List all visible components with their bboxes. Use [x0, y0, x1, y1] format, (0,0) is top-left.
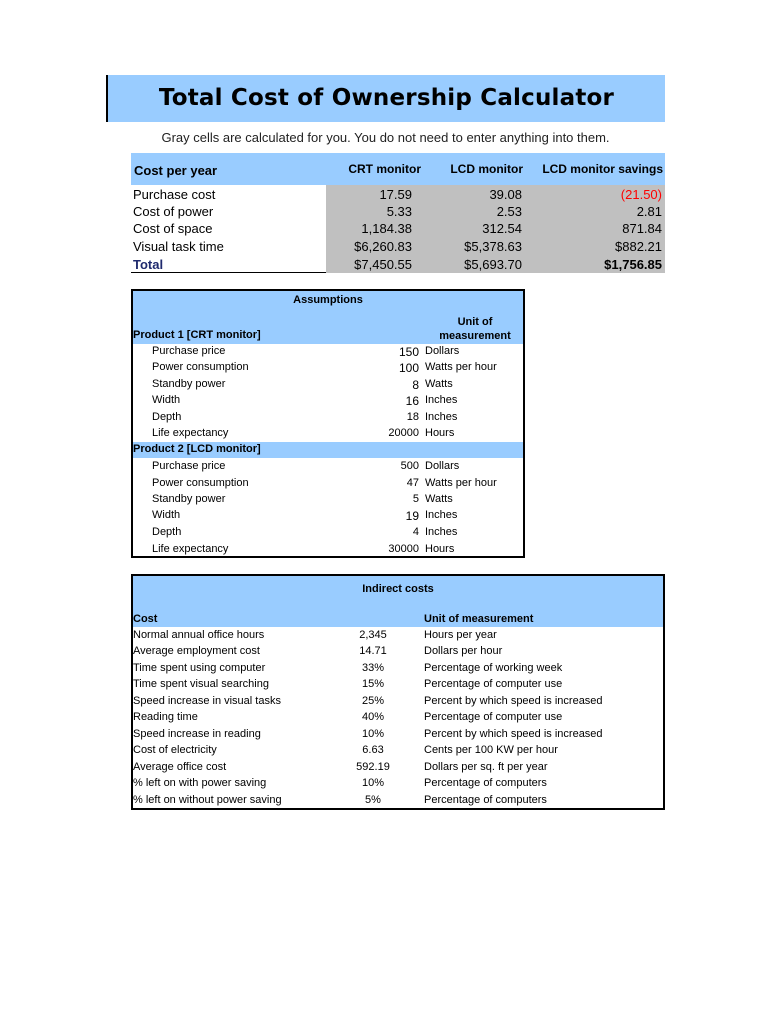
- savings-value: 871.84: [622, 221, 662, 236]
- unit-header: Unit of measurement: [424, 613, 534, 625]
- item-value: 5%: [365, 794, 381, 806]
- list-item: [133, 393, 523, 409]
- item-unit: Dollars per sq. ft per year: [424, 761, 548, 773]
- item-value: 14.71: [359, 645, 387, 657]
- product2-label: Product 2 [LCD monitor]: [133, 443, 261, 455]
- item-unit: Inches: [425, 509, 458, 521]
- item-value: 8: [412, 378, 419, 392]
- item-name: Depth: [152, 526, 182, 538]
- list-item: [133, 793, 663, 809]
- item-name: Cost of electricity: [133, 744, 217, 756]
- table-row: [131, 186, 665, 203]
- item-value: 25%: [361, 695, 385, 707]
- item-name: Time spent visual searching: [133, 678, 269, 690]
- crt-monitor-header: CRT monitor: [348, 162, 421, 176]
- item-unit: Dollars: [425, 345, 460, 357]
- list-item: [133, 426, 523, 442]
- unit-header-line1: Unit of: [457, 316, 493, 328]
- item-value: 10%: [361, 728, 385, 740]
- lcd-value: 312.54: [482, 221, 522, 236]
- item-unit: Hours: [425, 427, 455, 439]
- product1-label: Product 1 [CRT monitor]: [133, 329, 261, 341]
- item-name: Purchase price: [152, 345, 226, 357]
- item-name: Depth: [152, 411, 182, 423]
- item-name: Purchase price: [152, 460, 226, 472]
- item-unit: Percent by which speed is increased: [424, 695, 603, 707]
- item-name: Power consumption: [152, 361, 249, 373]
- lcd-value: $5,378.63: [464, 239, 522, 254]
- item-value: 2,345: [359, 629, 387, 641]
- item-name: Standby power: [152, 378, 226, 390]
- list-item: [133, 743, 663, 759]
- total-row: [131, 256, 665, 273]
- item-name: Width: [152, 394, 181, 406]
- item-name: Average employment cost: [133, 645, 260, 657]
- item-unit: Inches: [425, 526, 458, 538]
- item-unit: Watts per hour: [425, 361, 497, 373]
- item-value: 16: [405, 394, 419, 408]
- item-value: 47: [406, 477, 419, 489]
- list-item: [133, 360, 523, 376]
- table-row: [131, 220, 665, 237]
- item-unit: Cents per 100 KW per hour: [424, 744, 558, 756]
- assumptions-title: Assumptions: [293, 294, 363, 306]
- item-value: 592.19: [356, 761, 390, 773]
- item-value: 5: [412, 493, 419, 505]
- lcd-monitor-header: LCD monitor: [450, 162, 523, 176]
- savings-value: (21.50): [620, 187, 662, 202]
- list-item: [133, 694, 663, 710]
- indirect-costs-panel: [131, 574, 665, 810]
- item-value: 6.63: [362, 744, 384, 756]
- list-item: [133, 776, 663, 792]
- total-label: Total: [133, 257, 164, 272]
- item-name: Speed increase in reading: [133, 728, 261, 740]
- item-value: 4: [412, 526, 419, 538]
- item-unit: Percentage of working week: [424, 662, 563, 674]
- item-name: Life expectancy: [152, 427, 229, 439]
- item-name: Standby power: [152, 493, 226, 505]
- item-unit: Watts: [425, 493, 453, 505]
- item-name: Average office cost: [133, 761, 227, 773]
- cost-header: Cost: [133, 613, 158, 625]
- list-item: [133, 710, 663, 726]
- list-item: [133, 644, 663, 660]
- crt-value: 17.59: [379, 187, 412, 202]
- title-banner: [106, 75, 665, 122]
- list-item: [133, 377, 523, 393]
- list-item: [133, 344, 523, 360]
- item-unit: Inches: [425, 394, 458, 406]
- crt-value: $6,260.83: [354, 239, 412, 254]
- row-label: Visual task time: [133, 239, 224, 254]
- item-unit: Percentage of computers: [424, 777, 547, 789]
- item-name: Reading time: [133, 711, 198, 723]
- list-item: [133, 410, 523, 426]
- crt-total: $7,450.55: [354, 257, 412, 272]
- cost-per-year-header: Cost per year: [134, 163, 218, 178]
- list-item: [133, 492, 523, 508]
- row-label: Cost of space: [133, 221, 213, 236]
- list-item: [133, 727, 663, 743]
- row-label: Cost of power: [133, 204, 214, 219]
- item-name: Width: [152, 509, 181, 521]
- indirect-title: Indirect costs: [362, 583, 434, 595]
- unit-header-line2: measurement: [439, 330, 511, 342]
- item-value: 40%: [361, 711, 385, 723]
- lcd-value: 39.08: [489, 187, 522, 202]
- table-row: [131, 203, 665, 220]
- table-row: [131, 238, 665, 255]
- cost-table-header: [131, 153, 665, 185]
- item-value: 100: [398, 361, 419, 375]
- list-item: [133, 525, 523, 541]
- item-unit: Percentage of computer use: [424, 678, 563, 690]
- item-value: 30000: [388, 543, 419, 555]
- crt-value: 5.33: [386, 204, 412, 219]
- row-label: Purchase cost: [133, 187, 216, 202]
- item-unit: Percent by which speed is increased: [424, 728, 603, 740]
- item-value: 10%: [361, 777, 385, 789]
- item-name: Normal annual office hours: [133, 629, 265, 641]
- savings-total: $1,756.85: [604, 257, 662, 272]
- item-value: 500: [400, 460, 419, 472]
- page-title: Total Cost of Ownership Calculator: [158, 85, 615, 111]
- list-item: [133, 459, 523, 475]
- list-item: [133, 542, 523, 558]
- list-item: [133, 677, 663, 693]
- list-item: [133, 508, 523, 524]
- item-unit: Dollars: [425, 460, 460, 472]
- lcd-total: $5,693.70: [464, 257, 522, 272]
- subtitle: Gray cells are calculated for you. You do not need to enter anything into them.: [161, 130, 610, 145]
- item-name: Speed increase in visual tasks: [133, 695, 281, 707]
- list-item: [133, 628, 663, 644]
- total-underline: [131, 272, 326, 273]
- item-name: Power consumption: [152, 477, 249, 489]
- savings-value: 2.81: [636, 204, 662, 219]
- item-unit: Hours: [425, 543, 455, 555]
- item-value: 19: [405, 509, 419, 523]
- item-name: % left on without power saving: [133, 794, 282, 806]
- item-unit: Inches: [425, 411, 458, 423]
- lcd-savings-header: LCD monitor savings: [542, 162, 663, 176]
- item-value: 20000: [388, 427, 419, 439]
- item-name: % left on with power saving: [133, 777, 267, 789]
- item-unit: Hours per year: [424, 629, 497, 641]
- crt-value: 1,184.38: [361, 221, 412, 236]
- item-value: 15%: [361, 678, 385, 690]
- item-unit: Dollars per hour: [424, 645, 503, 657]
- item-value: 33%: [361, 662, 385, 674]
- item-unit: Percentage of computers: [424, 794, 547, 806]
- list-item: [133, 760, 663, 776]
- item-unit: Watts per hour: [425, 477, 497, 489]
- savings-value: $882.21: [615, 239, 662, 254]
- list-item: [133, 476, 523, 492]
- item-name: Time spent using computer: [133, 662, 266, 674]
- item-unit: Percentage of computer use: [424, 711, 563, 723]
- item-value: 150: [398, 345, 419, 359]
- assumptions-panel: [131, 289, 525, 558]
- item-unit: Watts: [425, 378, 453, 390]
- item-name: Life expectancy: [152, 543, 229, 555]
- list-item: [133, 661, 663, 677]
- lcd-value: 2.53: [496, 204, 522, 219]
- item-value: 18: [406, 411, 419, 423]
